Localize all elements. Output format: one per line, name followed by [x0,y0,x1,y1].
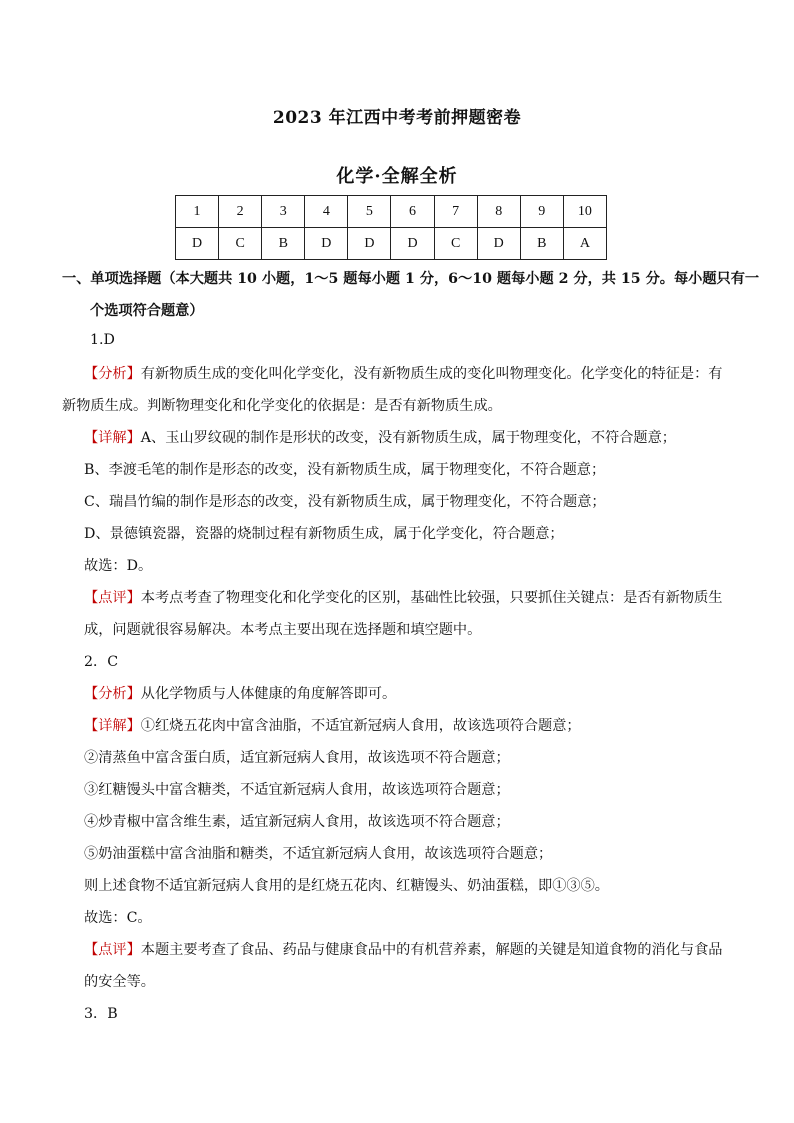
q1-analysis-continued: 新物质生成。判断物理变化和化学变化的依据是：是否有新物质生成。 [62,398,502,414]
answer-cell: D [477,228,520,260]
question-3-answer: 3．B [84,1006,118,1022]
detail-tag: 【详解】 [84,718,141,734]
question-number-cell: 6 [391,196,434,228]
answer-cell: D [176,228,219,260]
question-2-answer: 2．C [84,654,119,670]
q1-analysis [84,363,722,383]
detail-tag: 【详解】 [84,430,141,446]
analysis-tag: 【分析】 [84,686,141,702]
q2-detail-2: ②清蒸鱼中富含蛋白质，适宜新冠病人食用，故该选项不符合题意； [84,750,510,766]
detail-text: A、玉山罗纹砚的制作是形状的改变，没有新物质生成，属于物理变化，不符合题意； [140,430,676,446]
q2-analysis [84,683,396,703]
q2-detail-5: ⑤奶油蛋糕中富含油脂和糖类，不适宜新冠病人食用，故该选项符合题意； [84,846,553,862]
question-number-cell: 2 [219,196,262,228]
question-number-cell: 3 [262,196,305,228]
comment-tag: 【点评】 [84,590,141,606]
question-number-cell: 4 [305,196,348,228]
q2-conclusion: 则上述食物不适宜新冠病人食用的是红烧五花肉、红糖馒头、奶油蛋糕，即①③⑤。 [84,878,609,894]
section-heading: 一、单项选择题（本大题共 10 小题，1～5 题每小题 1 分，6～10 题每小题 2 分，共 15 分。每小题只有一 [62,271,760,287]
analysis-tag: 【分析】 [84,366,141,382]
q1-detail [84,427,676,447]
answer-cell: C [434,228,477,260]
answer-cell: D [348,228,391,260]
q2-detail-4: ④炒青椒中富含维生素，适宜新冠病人食用，故该选项不符合题意； [84,814,510,830]
answer-cell: B [520,228,563,260]
answer-table-answer-row [176,228,607,260]
q1-detail-c: C、瑞昌竹编的制作是形态的改变，没有新物质生成，属于物理变化，不符合题意； [84,494,606,510]
q2-detail [84,715,581,735]
analysis-text: 从化学物质与人体健康的角度解答即可。 [140,686,397,702]
detail-text: ①红烧五花肉中富含油脂，不适宜新冠病人食用，故该选项符合题意； [140,718,581,734]
question-number-cell: 9 [520,196,563,228]
answer-cell: C [219,228,262,260]
page-subtitle: 化学·全解全析 [336,166,458,187]
question-number-cell: 8 [477,196,520,228]
q2-comment [84,939,722,959]
answer-cell: A [563,228,606,260]
question-number-cell: 7 [434,196,477,228]
comment-text: 本题主要考查了食品、药品与健康食品中的有机营养素，解题的关键是知道食物的消化与食品 [140,942,723,958]
comment-tag: 【点评】 [84,942,141,958]
page-title: 2023 年江西中考考前押题密卷 [272,108,522,128]
answer-table [175,195,607,260]
answer-cell: B [262,228,305,260]
comment-text: 本考点考查了物理变化和化学变化的区别，基础性比较强，只要抓住关键点：是否有新物质生 [140,590,723,606]
q2-detail-3: ③红糖馒头中富含糖类，不适宜新冠病人食用，故该选项符合题意； [84,782,510,798]
answer-cell: D [391,228,434,260]
q1-detail-d: D、景德镇瓷器，瓷器的烧制过程有新物质生成，属于化学变化，符合题意； [84,526,564,542]
answer-table-number-row [176,196,607,228]
section-heading-continued: 个选项符合题意） [90,303,204,319]
q1-comment [84,587,722,607]
question-number-cell: 1 [176,196,219,228]
q2-comment-continued: 的安全等。 [84,974,155,990]
question-number-cell: 10 [563,196,606,228]
analysis-text: 有新物质生成的变化叫化学变化，没有新物质生成的变化叫物理变化。化学变化的特征是：有 [140,366,723,382]
q1-detail-b: B、李渡毛笔的制作是形态的改变，没有新物质生成，属于物理变化，不符合题意； [84,462,606,478]
question-1-answer: 1.D [90,332,115,348]
answer-cell: D [305,228,348,260]
q1-choice: 故选：D。 [84,558,153,574]
q2-choice: 故选：C。 [84,910,152,926]
q1-comment-continued: 成，问题就很容易解决。本考点主要出现在选择题和填空题中。 [84,622,482,638]
question-number-cell: 5 [348,196,391,228]
